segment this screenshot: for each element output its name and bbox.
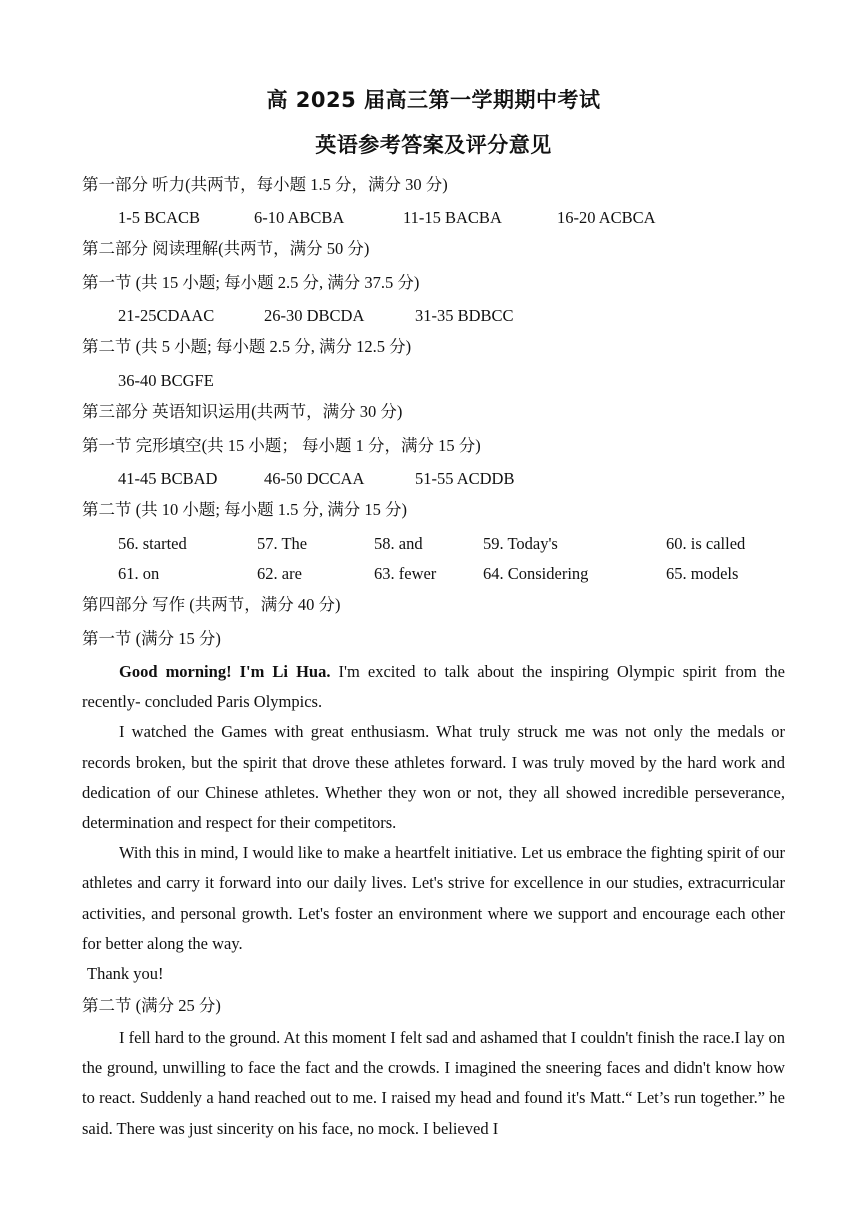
closing-line: Thank you! xyxy=(87,964,164,983)
writing-paragraph: I watched the Games with great enthusiasm. What truly struck me was not only the medals or records broken, but the spirit that drove these athletes forward. I was truly moved by the hard work and dedication of our Chinese athletes. Whether they won or not, they all showed incredible perseverance, determination and respect for their competitors. xyxy=(82,722,785,833)
exam-subtitle: 英语参考答案及评分意见 xyxy=(315,133,552,157)
answer-group: 36-40 BCGFE xyxy=(118,371,214,390)
answer-item: 64. Considering xyxy=(483,564,589,583)
writing-paragraph xyxy=(82,657,785,717)
part1-heading: 第一部分 听力(共两节，每小题 1.5 分，满分 30 分) xyxy=(82,175,448,194)
writing-sample-1 xyxy=(82,657,785,959)
exam-title: 高 2025 届高三第一学期期中考试 xyxy=(266,88,601,112)
part3-section2-heading: 第二节 (共 10 小题; 每小题 1.5 分, 满分 15 分) xyxy=(82,500,407,519)
answer-group: 1-5 BCACB xyxy=(118,208,201,227)
answer-group: 26-30 DBCDA xyxy=(264,306,365,325)
answer-item: 58. and xyxy=(374,534,423,553)
part4-heading: 第四部分 写作 (共两节，满分 40 分) xyxy=(82,595,341,614)
answer-group: 16-20 ACBCA xyxy=(557,208,656,227)
part3-heading: 第三部分 英语知识运用(共两节，满分 30 分) xyxy=(82,402,403,421)
answer-item: 65. models xyxy=(666,564,739,583)
writing-paragraph: I fell hard to the ground. At this moment I felt sad and ashamed that I couldn't finish the race.I lay on the ground, unwilling to face the fact and the crowds. I imagined the sneering faces and didn't know how to react. Suddenly a hand reached out to me. I raised my head and found it's Matt.“ Let’s run together.” he said. There was just sincerity on his face, no mock. I believed I xyxy=(82,1028,786,1138)
answer-group: 11-15 BACBA xyxy=(403,208,502,227)
part3-section2-answers-row2 xyxy=(118,564,738,584)
part2-section2-heading: 第二节 (共 5 小题; 每小题 2.5 分, 满分 12.5 分) xyxy=(82,337,412,356)
answer-item: 57. The xyxy=(257,534,308,553)
part2-section1-heading: 第一节 (共 15 小题; 每小题 2.5 分, 满分 37.5 分) xyxy=(82,273,420,292)
part3-section1-heading: 第一节 完形填空(共 15 小题； 每小题 1 分，满分 15 分) xyxy=(82,436,481,455)
part2-heading: 第二部分 阅读理解(共两节，满分 50 分) xyxy=(82,239,370,258)
part2-section1-answers xyxy=(118,306,514,326)
answer-item: 63. fewer xyxy=(374,564,437,583)
part1-answers xyxy=(118,208,656,228)
paragraph-text: I'm excited to talk about the inspiring Olympic spirit from the recently- concluded Paris Olympics. xyxy=(82,662,785,712)
answer-group: 21-25CDAAC xyxy=(118,306,215,325)
answer-item: 59. Today's xyxy=(483,534,558,553)
writing-paragraph: With this in mind, I would like to make a heartfelt initiative. Let us embrace the fighting spirit of our athletes and carry it forward into our daily lives. Let's strive for excellence in our studies, extracurricular activities, and personal growth. Let's foster an environment where we support and encourage each other for better along the way. xyxy=(82,843,785,953)
part3-section1-answers xyxy=(118,469,514,489)
greeting: Good morning! I'm Li Hua. xyxy=(119,662,331,681)
writing-sample-2 xyxy=(82,1023,785,1144)
answer-group: 31-35 BDBCC xyxy=(415,306,514,325)
answer-item: 61. on xyxy=(118,564,160,583)
answer-group: 46-50 DCCAA xyxy=(264,469,365,488)
part2-section2-answers xyxy=(118,371,214,391)
part4-section2-heading: 第二节 (满分 25 分) xyxy=(82,996,221,1015)
part3-section2-answers-row1 xyxy=(118,534,745,554)
answer-item: 62. are xyxy=(257,564,302,583)
answer-group: 6-10 ABCBA xyxy=(254,208,345,227)
answer-group: 41-45 BCBAD xyxy=(118,469,218,488)
answer-item: 56. started xyxy=(118,534,187,553)
part4-section1-heading: 第一节 (满分 15 分) xyxy=(82,629,221,648)
answer-item: 60. is called xyxy=(666,534,746,553)
answer-group: 51-55 ACDDB xyxy=(415,469,515,488)
